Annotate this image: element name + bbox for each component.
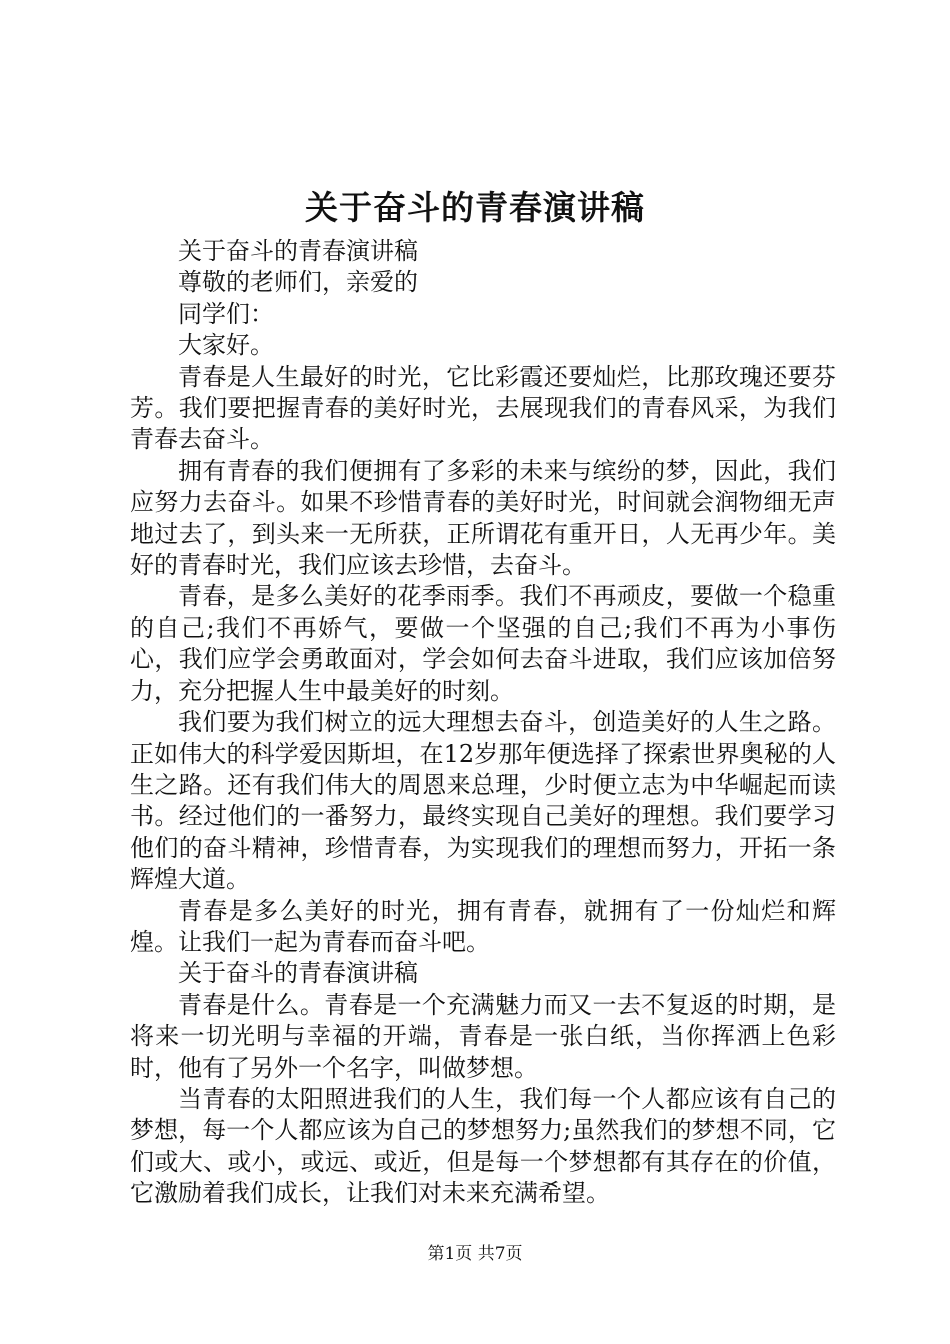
paragraph: 我们要为我们树立的远大理想去奋斗，创造美好的人生之路。正如伟大的科学爱因斯坦，在12岁那年便选择了探索世界奥秘的人生之路。还有我们伟大的周恩来总理，少时便立志为中华崛起而读书。经过他们的一番努力，最终实现自己美好的理想。我们要学习他们的奋斗精神，珍惜青春，为实现我们的理想而努力，开拓一条辉煌大道。	[130, 708, 836, 894]
paragraph-salutation: 尊敬的老师们，亲爱的	[178, 268, 418, 297]
paragraph: 青春是人生最好的时光，它比彩霞还要灿烂，比那玫瑰还要芬芳。我们要把握青春的美好时光，去展现我们的青春风采，为我们青春去奋斗。	[130, 362, 836, 454]
paragraph: 青春，是多么美好的花季雨季。我们不再顽皮，要做一个稳重的自己;我们不再娇气，要做一个坚强的自己;我们不再为小事伤心，我们应学会勇敢面对，学会如何去奋斗进取，我们应该加倍努力，充分把握人生中最美好的时刻。	[130, 582, 836, 705]
page-footer: 第1页 共7页	[427, 1244, 523, 1264]
paragraph-heading: 关于奋斗的青春演讲稿	[178, 237, 418, 265]
paragraph: 拥有青春的我们便拥有了多彩的未来与缤纷的梦，因此，我们应努力去奋斗。如果不珍惜青春的美好时光，时间就会润物细无声地过去了，到头来一无所获，正所谓花有重开日，人无再少年。美好的青春时光，我们应该去珍惜，去奋斗。	[130, 456, 836, 580]
paragraph-subheading: 关于奋斗的青春演讲稿	[178, 959, 418, 988]
paragraph-salutation-cont: 同学们：	[178, 299, 274, 328]
paragraph-greeting: 大家好。	[178, 331, 274, 360]
paragraph: 青春是什么。青春是一个充满魅力而又一去不复返的时期，是将来一切光明与幸福的开端，青春是一张白纸，当你挥洒上色彩时，他有了另外一个名字，叫做梦想。	[130, 990, 836, 1082]
paragraph: 青春是多么美好的时光，拥有青春，就拥有了一份灿烂和辉煌。让我们一起为青春而奋斗吧。	[130, 896, 836, 956]
paragraph: 当青春的太阳照进我们的人生，我们每一个人都应该有自己的梦想，每一个人都应该为自己的梦想努力;虽然我们的梦想不同，它们或大、或小，或远、或近，但是每一个梦想都有其存在的价值，它激励着我们成长，让我们对未来充满希望。	[130, 1084, 836, 1208]
document-title: 关于奋斗的青春演讲稿	[305, 188, 645, 227]
document-body	[130, 236, 836, 1210]
